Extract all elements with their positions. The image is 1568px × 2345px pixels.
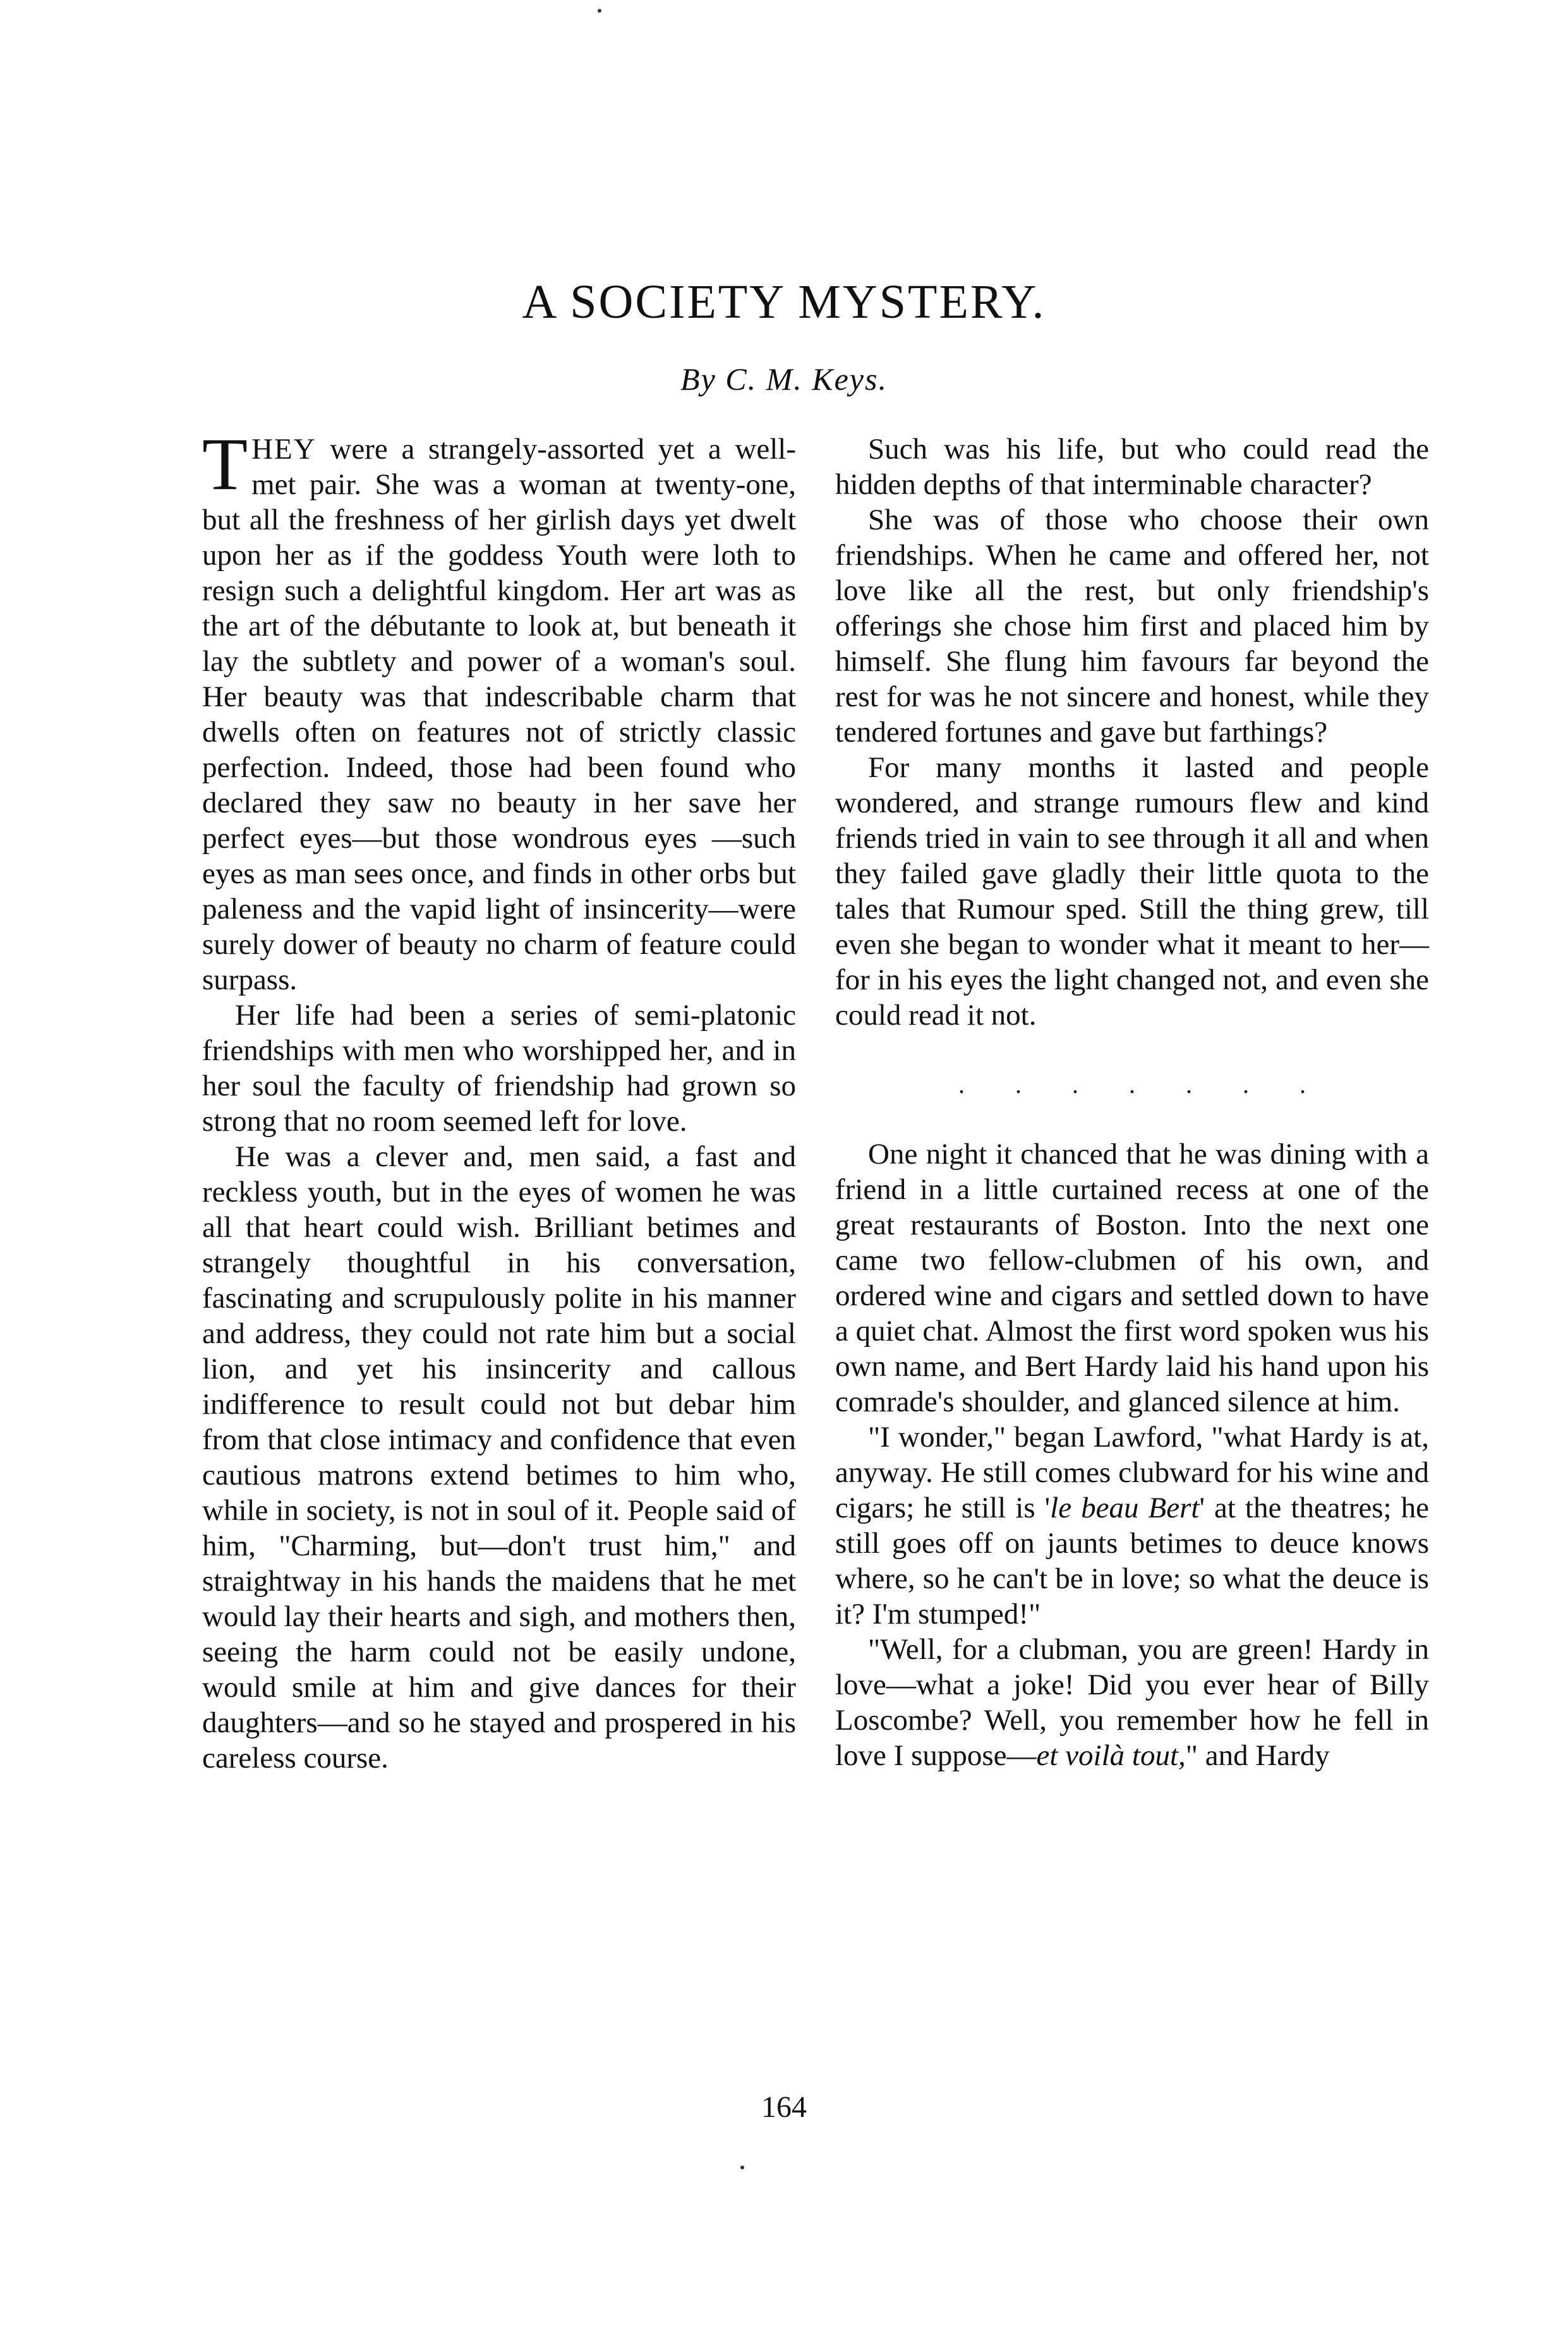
paragraph-text: ' at the theatres; he still goes off on jaunts betimes to deuce knows where, so he can't be in love; so what the deuce is it? I'm stumped!" [835,1492,1429,1631]
article-title: A SOCIETY MYSTERY. [522,275,1046,329]
paragraph-text: "Well, for a clubman, you are green! Hardy in love—what a joke! Did you ever hear of Billy Loscombe? Well, you remember how he fell in love I suppose— [835,1633,1429,1772]
print-speck [598,9,601,13]
right-column [835,431,1429,1773]
italic-phrase: le beau Bert [1050,1492,1200,1524]
left-column [202,423,796,1776]
print-speck [740,2166,744,2169]
paragraph: For many months it lasted and people wondered, and strange rumours flew and kind friends tried in vain to see through it all and when they failed gave gladly their little quota to the tales that Rumour sped. Still the thing grew, till even she began to wonder what it meant to her—for in his eyes the light changed not, and even she could read it not. [835,751,1429,1032]
page-number: 164 [761,2090,807,2124]
paragraph: He was a clever and, men said, a fast and reckless youth, but in the eyes of women he was all that heart could wish. Brilliant betimes and strangely thoughtful in his conversation, fascinating and scrupulously polite in his manner and address, they could not rate him but a social lion, and yet his insincerity and callous indifference to result could not but debar him from that close intimacy and confidence that even cautious matrons extend betimes to him who, while in society, is not in soul of it. People said of him, "Charming, but—don't trust him," and straightway in his hands the maidens that he met would lay their hearts and sigh, and mothers then, seeing the harm could not be easily undone, would smile at him and give dances for their daughters—and so he stayed and prospered in his careless course. [202,1140,796,1775]
paragraph [835,1420,1429,1632]
paragraph: One night it chanced that he was dining with a friend in a little curtained recess at one of the great restaurants of Boston. Into the next one came two fellow-clubmen of his own, and ordered wine and cigars and settled down to have a quiet chat. Almost the first word spoken wus his own name, and Bert Hardy laid his hand upon his comrade's shoulder, and glanced silence at him. [835,1138,1429,1418]
paragraph: Such was his life, but who could read the hidden depths of that interminable character? [835,433,1429,501]
drop-cap: T [202,423,248,505]
paragraph-text: were a strangely-assorted yet a well-met pair. She was a woman at twenty-one, but all the freshness of her girlish days yet dwelt upon her as if the goddess Youth were loth to resign such a delightful kingdom. Her art was as the art of the débutante to look at, but beneath it lay the subtlety and power of a woman's soul. Her beauty was that indescribable charm that dwells often on features not of strictly classic perfection. Indeed, those had been found who declared they saw no beauty in her save her perfect eyes—but those wondrous eyes —such eyes as man sees once, and finds in other orbs but paleness and the vapid light of insincerity—were surely dower of beauty no charm of feature could surpass. [202,433,796,996]
italic-phrase: et voilà tout, [1036,1739,1186,1772]
paragraph-text: " and Hardy [1185,1739,1330,1772]
paragraph: She was of those who choose their own friendships. When he came and offered her, not love like all the rest, but only friendship's offerings she chose him first and placed him by himself. She flung him favours far beyond the rest for was he not sincere and honest, while they tendered fortunes and gave but farthings? [835,503,1429,749]
opening-small-caps: HEY [251,433,317,466]
paragraph-text: "I wonder," began Lawford, "what Hardy is at, anyway. He still comes clubward for his wine and cigars; he still is ' [835,1421,1429,1524]
article-byline: By C. M. Keys. [680,361,888,397]
paragraph: Her life had been a series of semi-platonic friendships with men who worshipped her, and in her soul the faculty of friendship had grown so strong that no room seemed left for love. [202,999,796,1138]
paragraph [202,423,796,998]
section-separator: . . . . . . . [958,1070,1306,1099]
paragraph [835,1632,1429,1773]
